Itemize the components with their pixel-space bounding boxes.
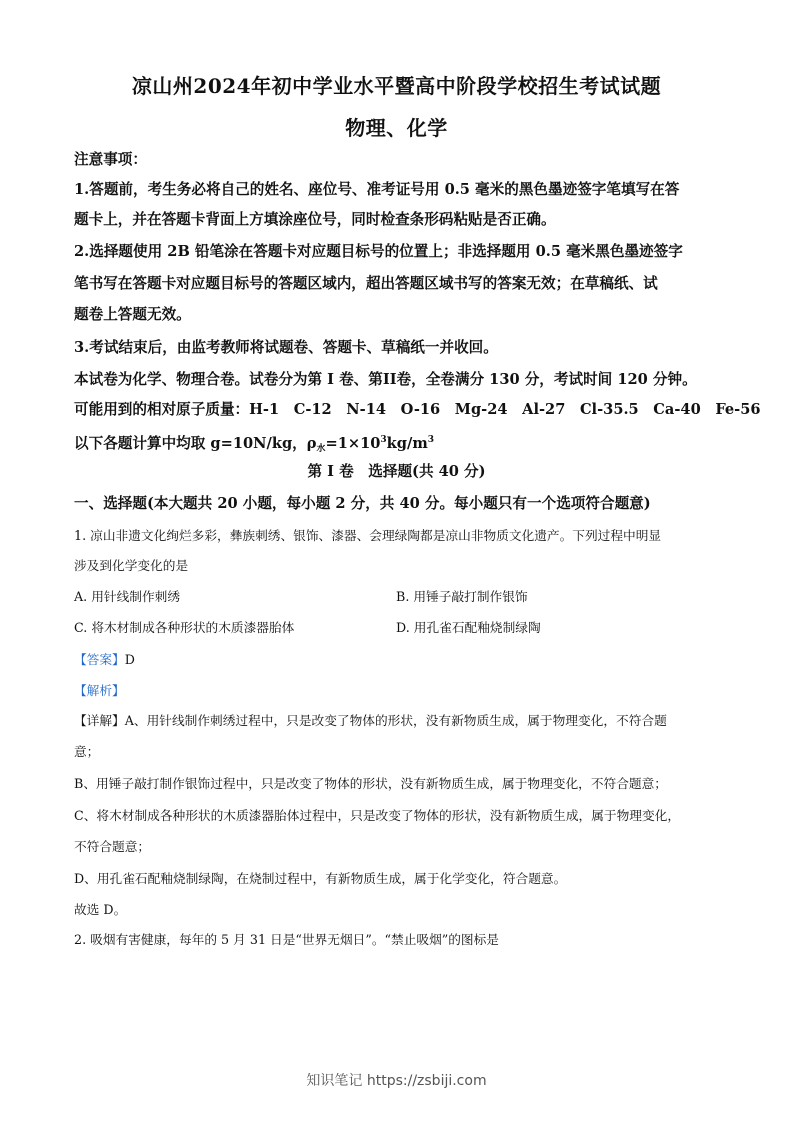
section-1-title: 第 I 卷 选择题(共 40 分) xyxy=(307,463,486,480)
rho-symbol: ρ xyxy=(306,435,317,452)
q1-answer xyxy=(74,650,724,670)
exam-title: 凉山州2024年初中学业水平暨高中阶段学校招生考试试题 xyxy=(131,74,662,98)
section-1-instruction: 一、选择题(本大题共 20 小题，每小题 2 分，共 40 分。每小题只有一个选项符合题意) xyxy=(74,495,651,512)
q2-stem: 2. 吸烟有害健康，每年的 5 月 31 日是“世界无烟日”。“禁止吸烟”的图标是 xyxy=(74,932,499,947)
notice-heading: 注意事项： xyxy=(74,151,147,168)
notice-item-2-line-1: 2.选择题使用 2B 铅笔涂在答题卡对应题目标号的位置上；非选择题用 0.5 毫米黑色墨迹签字 xyxy=(74,243,683,260)
q1-stem-line-1: 1. 凉山非遗文化绚烂多彩，彝族刺绣、银饰、漆器、会理绿陶都是凉山非物质文化遗产。下列过程中明显 xyxy=(74,528,662,543)
detail-d: D、用孔雀石配釉烧制绿陶，在烧制过程中，有新物质生成，属于化学变化，符合题意。 xyxy=(74,871,567,886)
notice-item-2-line-2: 笔书写在答题卡对应题目标号的答题区域内，超出答题区域书写的答案无效；在草稿纸、试 xyxy=(74,275,658,292)
rho-exponent: 3 xyxy=(380,435,387,445)
footer-watermark: 知识笔记 https://zsbiji.com xyxy=(306,1073,487,1089)
rho-subscript: 水 xyxy=(316,444,326,454)
answer-tag: 【答案】 xyxy=(74,652,125,667)
q1-option-b: B. 用锤子敲打制作银饰 xyxy=(396,589,528,604)
rho-unit-exponent: 3 xyxy=(427,435,435,445)
constants-line xyxy=(74,430,724,459)
detail-b: B、用锤子敲打制作银饰过程中，只是改变了物体的形状，没有新物质生成，属于物理变化，不符合题意； xyxy=(74,776,667,791)
q1-option-a: A. 用针线制作刺绣 xyxy=(74,589,181,604)
detail-c-line-1: C、将木材制成各种形状的木质漆器胎体过程中，只是改变了物体的形状，没有新物质生成，属于物理变化， xyxy=(74,808,681,823)
rho-unit: kg/m xyxy=(386,435,428,452)
notice-item-1-line-1: 1.答题前，考生务必将自己的姓名、座位号、准考证号用 0.5 毫米的黑色墨迹签字笔填写在答 xyxy=(74,181,680,198)
constants-prefix: 以下各题计算中均取 g=10N/kg， xyxy=(74,435,307,452)
exam-subtitle: 物理、化学 xyxy=(345,116,448,140)
detail-tag: 【详解】 xyxy=(74,713,125,728)
notice-item-3: 3.考试结束后，由监考教师将试题卷、答题卡、草稿纸一并收回。 xyxy=(74,339,498,356)
conclusion: 故选 D。 xyxy=(74,902,127,917)
detail-c-line-2: 不符合题意； xyxy=(74,839,151,854)
q1-option-c: C. 将木材制成各种形状的木质漆器胎体 xyxy=(74,620,295,635)
q1-stem-line-2: 涉及到化学变化的是 xyxy=(74,558,189,573)
q1-option-d: D. 用孔雀石配釉烧制绿陶 xyxy=(396,620,541,635)
atomic-masses: 可能用到的相对原子质量：H-1 C-12 N-14 O-16 Mg-24 Al-27 Cl-35.5 Ca-40 Fe-56 xyxy=(74,401,761,418)
detail-a-text: A、用针线制作刺绣过程中，只是改变了物体的形状，没有新物质生成，属于物理变化，不符合题 xyxy=(124,713,667,728)
rho-value: =1×10 xyxy=(325,435,381,452)
notice-item-1-line-2: 题卡上，并在答题卡背面上方填涂座位号，同时检查条形码粘贴是否正确。 xyxy=(74,211,556,228)
detail-a-line-2: 意； xyxy=(74,744,100,759)
notice-item-2-line-3: 题卷上答题无效。 xyxy=(74,306,191,323)
detail-a-line-1 xyxy=(74,711,724,731)
answer-value: D xyxy=(124,652,135,667)
paper-info: 本试卷为化学、物理合卷。试卷分为第 I 卷、第II卷，全卷满分 130 分，考试时间 120 分钟。 xyxy=(74,371,697,388)
analysis-tag: 【解析】 xyxy=(74,683,125,698)
